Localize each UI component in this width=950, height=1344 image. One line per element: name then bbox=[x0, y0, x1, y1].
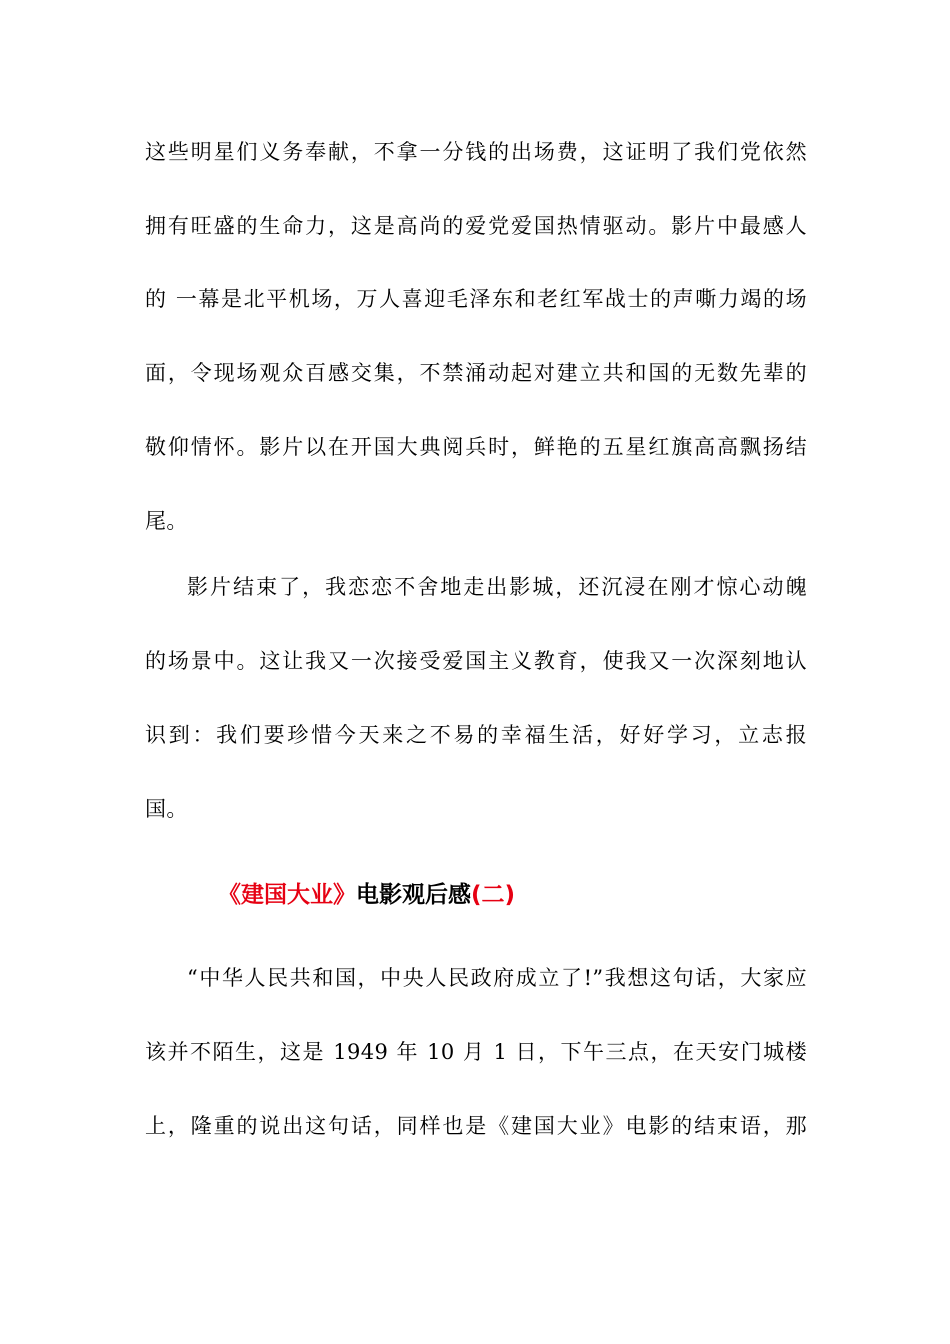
paragraph-line: 上，隆重的说出这句话，同样也是《建国大业》电影的结束语，那 bbox=[145, 1114, 807, 1138]
paragraph-line: 影片结束了，我恋恋不舍地走出影城，还沉浸在刚才惊心动魄 bbox=[187, 575, 807, 599]
heading-title-red: 《建国大业》 bbox=[218, 882, 356, 908]
paragraph-line: 敬仰情怀。影片以在开国大典阅兵时，鲜艳的五星红旗高高飘扬结 bbox=[145, 435, 807, 459]
paragraph-line: 这些明星们义务奉献，不拿一分钱的出场费，这证明了我们党依然 bbox=[145, 140, 807, 164]
paragraph-line: 的场景中。这让我又一次接受爱国主义教育，使我又一次深刻地认 bbox=[145, 649, 807, 673]
paragraph-line: 识到：我们要珍惜今天来之不易的幸福生活，好好学习，立志报 bbox=[145, 723, 807, 747]
paragraph-line: 该并不陌生，这是 1949 年 10 月 1 日，下午三点，在天安门城楼 bbox=[145, 1040, 807, 1064]
heading-title-black: 电影观后感 bbox=[356, 882, 471, 908]
paragraph-line: “中华人民共和国，中央人民政府成立了!”我想这句话，大家应 bbox=[187, 966, 807, 990]
paragraph-line: 面，令现场观众百感交集，不禁涌动起对建立共和国的无数先辈的 bbox=[145, 361, 807, 385]
paragraph-line: 的 一幕是北平机场，万人喜迎毛泽东和老红军战士的声嘶力竭的场 bbox=[145, 287, 807, 311]
paragraph-line: 尾。 bbox=[145, 509, 188, 533]
paragraph-line: 拥有旺盛的生命力，这是高尚的爱党爱国热情驱动。影片中最感人 bbox=[145, 214, 807, 238]
section-heading bbox=[218, 880, 515, 910]
paragraph-line: 国。 bbox=[145, 797, 188, 821]
heading-number-red: (二) bbox=[471, 882, 516, 908]
